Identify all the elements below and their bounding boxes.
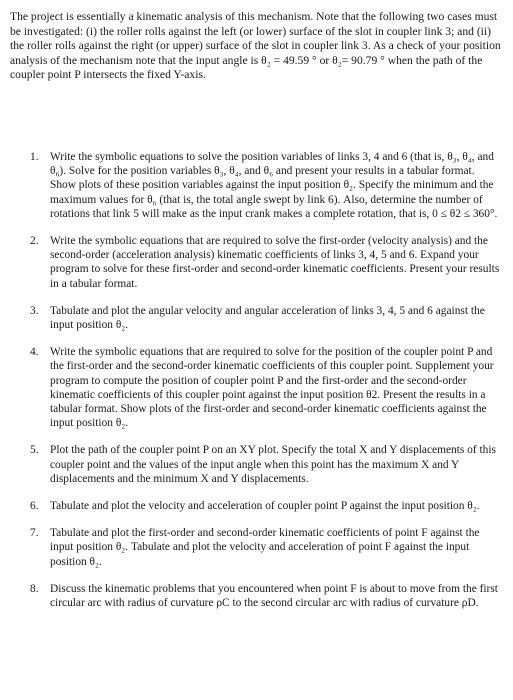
question-text: Plot the path of the coupler point P on an XY plot. Specify the total X and Y displacements of this coupler point and the values of the input angle when this point has the maximum X and Y displacements and the minimum X and Y displacements. <box>50 444 496 485</box>
question-number: 3. <box>30 304 39 317</box>
question-item-3 <box>30 304 500 332</box>
question-number: 8. <box>30 582 39 595</box>
question-number: 7. <box>30 527 39 540</box>
question-item-2 <box>30 234 500 291</box>
question-text: Tabulate and plot the first-order and second-order kinematic coefficients of point F against the input position θ₂. Tabulate and plot the velocity and acceleration of point F against the input position θ₂. <box>50 527 480 568</box>
question-text: Write the symbolic equations that are required to solve for the position of the coupler point P and the first-order and the second-order kinematic coefficients of this coupler point. Supplement your program to compute the position of coupler point P and the first-order and the second-order kinematic coefficients of this coupler point against the input position θ2. Present the results in a tabular format. Show plots of the first-order and second-order kinematic coefficients against the input position θ₂. <box>50 346 494 430</box>
question-item-6 <box>30 499 500 513</box>
question-text: Discuss the kinematic problems that you encountered when point F is about to move from the first circular arc with radius of curvature ρC to the second circular arc with radius of curvature ρD. <box>50 582 498 610</box>
question-number: 5. <box>30 444 39 457</box>
question-text: Write the symbolic equations that are required to solve the first-order (velocity analysis) and the second-order (acceleration analysis) kinematic coefficients of links 3, 4, 5 and 6. Expand your program to solve for these first-order and second-order kinematic coefficients. Present your results in a tabular format. <box>50 235 500 290</box>
question-number: 2. <box>30 235 39 248</box>
question-text: Tabulate and plot the angular velocity and angular acceleration of links 3, 4, 5 and 6 against the input position θ₂. <box>50 304 485 332</box>
question-item-4 <box>30 345 500 430</box>
question-item-1 <box>30 150 500 221</box>
intro-paragraph: The project is essentially a kinematic analysis of this mechanism. Note that the following two cases must be investigated: (i) the roller rolls against the left (or lower) surface of the slot in coupler link 3; and (ii) the roller rolls against the right (or upper) surface of the slot in coupler link 3. As a check of your position analysis of the mechanism note that the input angle is θ₂ = 49.59 ° or θ₂= 90.79 ° when the path of the coupler point P intersects the fixed Y-axis. <box>10 10 501 82</box>
question-text: Write the symbolic equations to solve the position variables of links 3, 4 and 6 (that is, θ₃, θ₄, and θ₆). Solve for the position variables θ₃, θ₄, and θ₆ and present your results in a tabular format. Show plots of these position variables against the input position θ₂. Specify the minimum and the maximum values for θ₆ (that is, the total angle swept by link 6). Also, determine the number of rotations that link 5 will make as the input crank makes a complete rotation, that is, 0 ≤ θ2 ≤ 360°. <box>50 151 498 220</box>
question-text: Tabulate and plot the velocity and acceleration of coupler point P against the input position θ₂. <box>50 500 480 513</box>
question-number: 6. <box>30 500 39 513</box>
question-list <box>30 150 500 623</box>
question-item-7 <box>30 526 500 569</box>
question-number: 1. <box>30 151 39 163</box>
question-item-5 <box>30 443 500 486</box>
question-item-8 <box>30 582 500 610</box>
question-number: 4. <box>30 346 39 359</box>
